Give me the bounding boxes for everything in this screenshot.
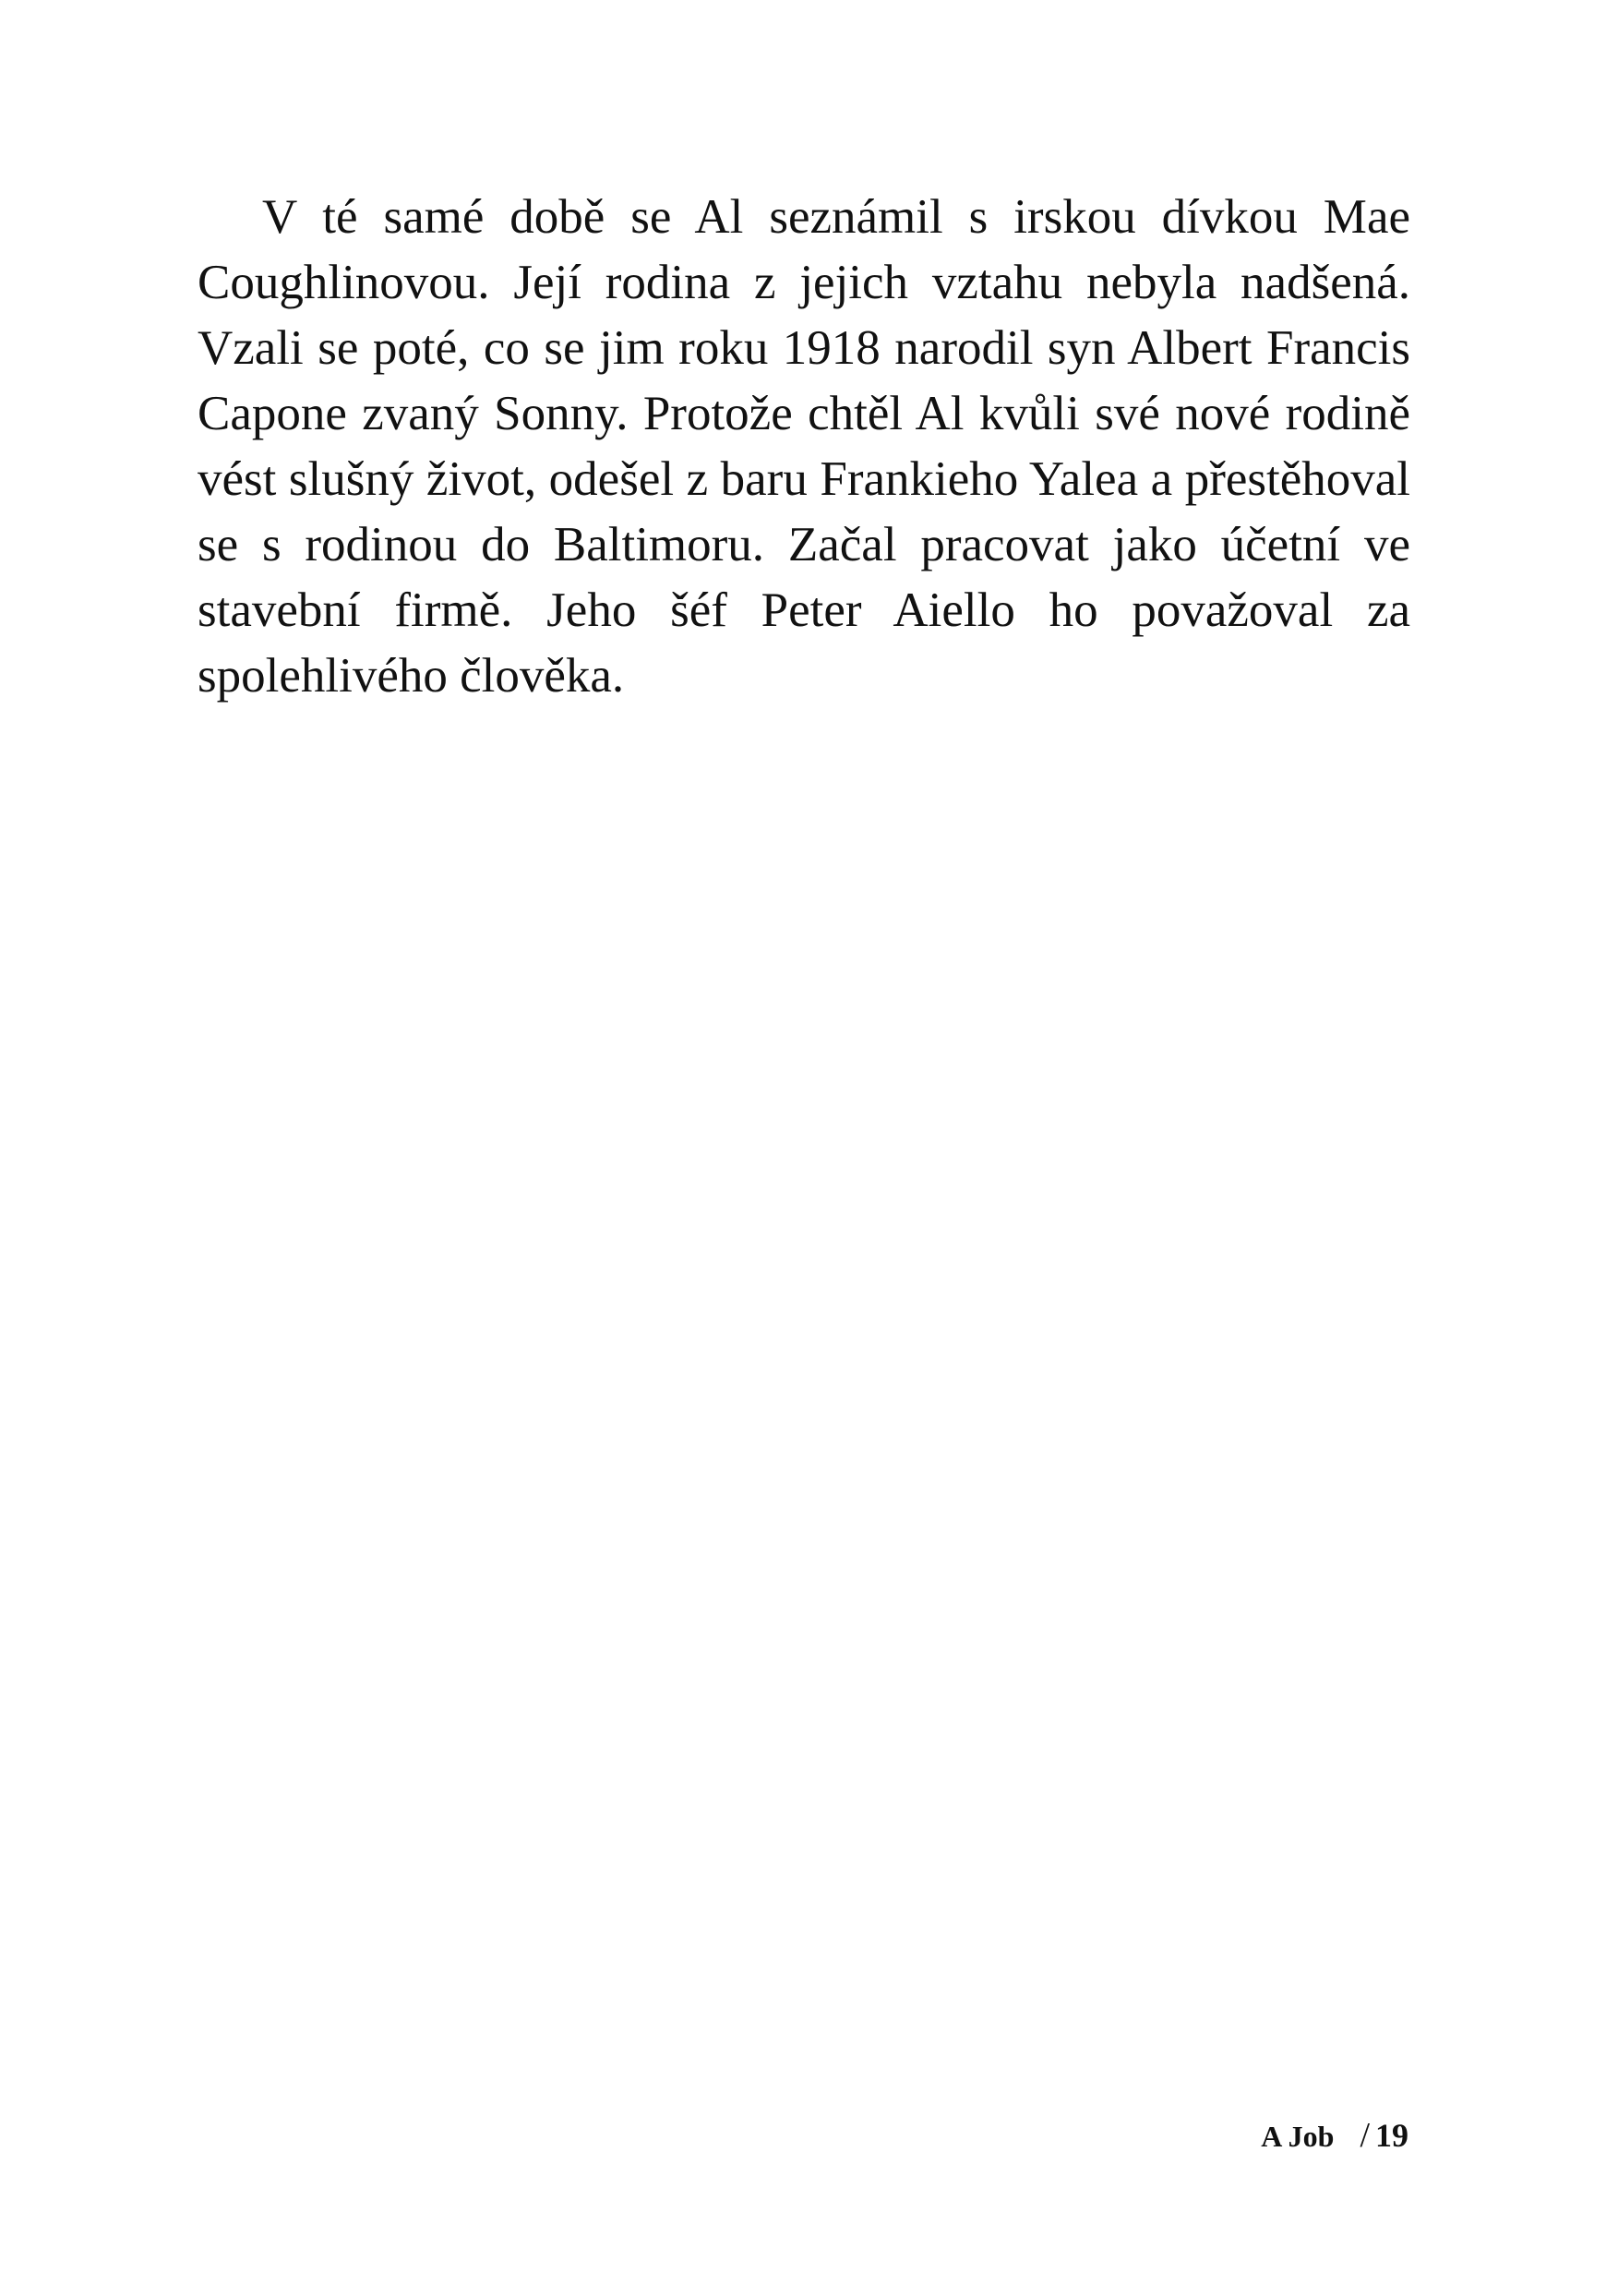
footer-separator: / [1360,2116,1370,2155]
running-chapter-title: A Job [1261,2120,1335,2153]
page-footer [1261,2117,1408,2156]
body-paragraph: V té samé době se Al seznámil s irskou dívkou Mae Coughlinovou. Její rodina z jejich vztahu nebyla nadšená. Vzali se poté, co se jim roku 1918 narodil syn Albert Francis Capone zvaný Sonny. Protože chtěl Al kvůli své nové rodině vést slušný život, odešel z baru Frankieho Yalea a přestěhoval se s rodinou do Baltimoru. Začal pracovat jako účetní ve stavební firmě. Jeho šéf Peter Aiello ho považoval za spolehlivého člověka. [198,190,1410,703]
page-number: 19 [1375,2117,1408,2154]
